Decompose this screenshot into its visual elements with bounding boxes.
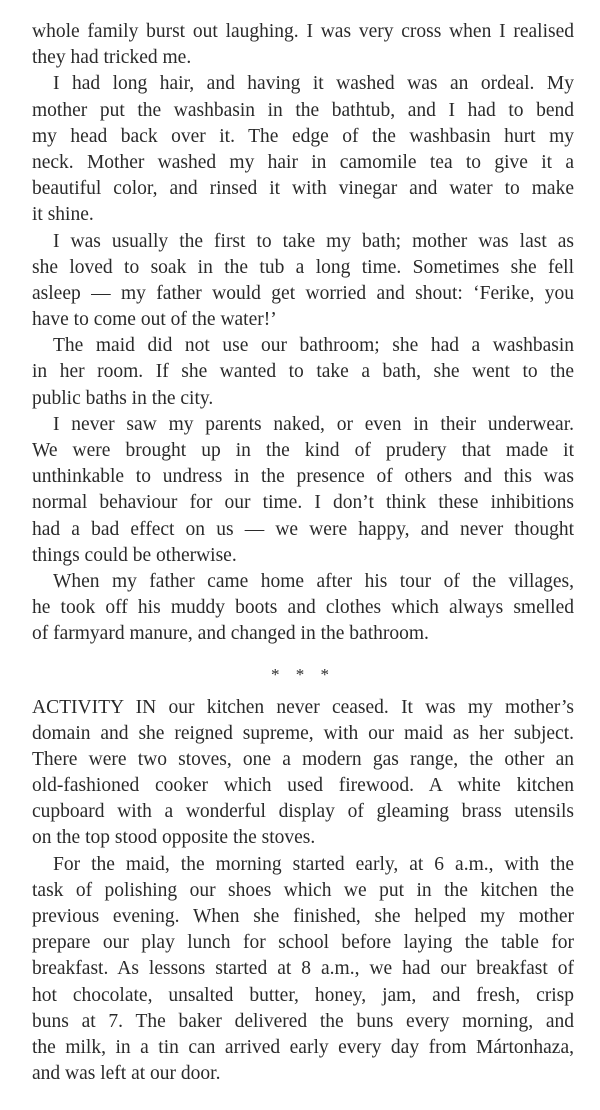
text-line: We were brought up in the kind of prudery that made it xyxy=(32,440,574,461)
book-page xyxy=(32,19,574,1087)
text-line: When my father came home after his tour of the villages, xyxy=(53,570,574,592)
text-line: have to come out of the water!’ xyxy=(32,309,277,331)
text-line: things could be otherwise. xyxy=(32,544,237,566)
text-line: the milk, in a tin can arrived early every day from Mártonhaza, xyxy=(32,1036,574,1058)
text-line: normal behaviour for our time. I don’t think these inhibitions xyxy=(32,492,574,514)
text-line: I had long hair, and having it washed was an ordeal. My xyxy=(53,73,574,95)
text-line: breakfast. As lessons started at 8 a.m., we had our breakfast of xyxy=(32,958,574,980)
text-line: asleep — my father would get worried and shout: ‘Ferike, you xyxy=(32,282,574,304)
section-kitchen xyxy=(32,695,574,1088)
paragraph xyxy=(32,71,574,228)
text-line: cupboard with a wonderful display of gleaming brass utensils xyxy=(32,801,574,823)
text-line: neck. Mother washed my hair in camomile tea to give it a xyxy=(32,151,574,173)
paragraph xyxy=(32,695,574,852)
text-line: prepare our play lunch for school before laying the table for xyxy=(32,932,574,954)
text-line: had a bad effect on us — we were happy, and never thought xyxy=(32,518,574,540)
paragraph xyxy=(32,412,574,569)
text-line: domain and she reigned supreme, with our maid as her subject. xyxy=(32,722,574,744)
text-line: they had tricked me. xyxy=(32,47,192,69)
text-line: hot chocolate, unsalted butter, honey, jam, and fresh, crisp xyxy=(32,984,574,1006)
text-line: whole family burst out laughing. I was very cross when I realised xyxy=(32,21,574,42)
text-line: I was usually the first to take my bath; mother was last as xyxy=(53,230,574,252)
text-line: I never saw my parents naked, or even in their underwear. xyxy=(53,413,574,435)
text-line: beautiful color, and rinsed it with vinegar and water to make xyxy=(32,178,574,200)
text-line: in her room. If she wanted to take a bath, she went to the xyxy=(32,361,574,383)
text-line: he took off his muddy boots and clothes which always smelled xyxy=(32,597,574,619)
paragraph xyxy=(32,333,574,412)
paragraph xyxy=(32,569,574,648)
paragraph xyxy=(32,852,574,1088)
text-line: public baths in the city. xyxy=(32,387,214,409)
text-line: of farmyard manure, and changed in the bathroom. xyxy=(32,623,429,645)
text-line: it shine. xyxy=(32,204,94,226)
paragraph xyxy=(32,229,574,334)
paragraph xyxy=(32,19,574,71)
text-line: task of polishing our shoes which we put in the kitchen the xyxy=(32,879,574,901)
text-line: There were two stoves, one a modern gas range, the other an xyxy=(32,748,574,770)
text-line: she loved to soak in the tub a long time. Sometimes she fell xyxy=(32,256,574,278)
text-line: previous evening. When she finished, she helped my mother xyxy=(32,906,574,927)
text-line: unthinkable to undress in the presence of others and this was xyxy=(32,466,574,488)
section-separator: * * * xyxy=(271,664,335,684)
text-line: my head back over it. The edge of the washbasin hurt my xyxy=(32,125,574,147)
text-line: buns at 7. The baker delivered the buns every morning, and xyxy=(32,1010,574,1032)
text-line: The maid did not use our bathroom; she had a washbasin xyxy=(53,335,574,357)
text-line: ACTIVITY IN our kitchen never ceased. It was my mother’s xyxy=(32,696,574,718)
text-line: mother put the washbasin in the bathtub, and I had to bend xyxy=(32,99,574,121)
text-line: on the top stood opposite the stoves. xyxy=(32,827,316,849)
text-line: old-fashioned cooker which used firewood. A white kitchen xyxy=(32,775,574,797)
text-line: and was left at our door. xyxy=(32,1063,221,1085)
section-bathroom xyxy=(32,19,574,648)
text-line: For the maid, the morning started early, at 6 a.m., with the xyxy=(53,853,574,875)
